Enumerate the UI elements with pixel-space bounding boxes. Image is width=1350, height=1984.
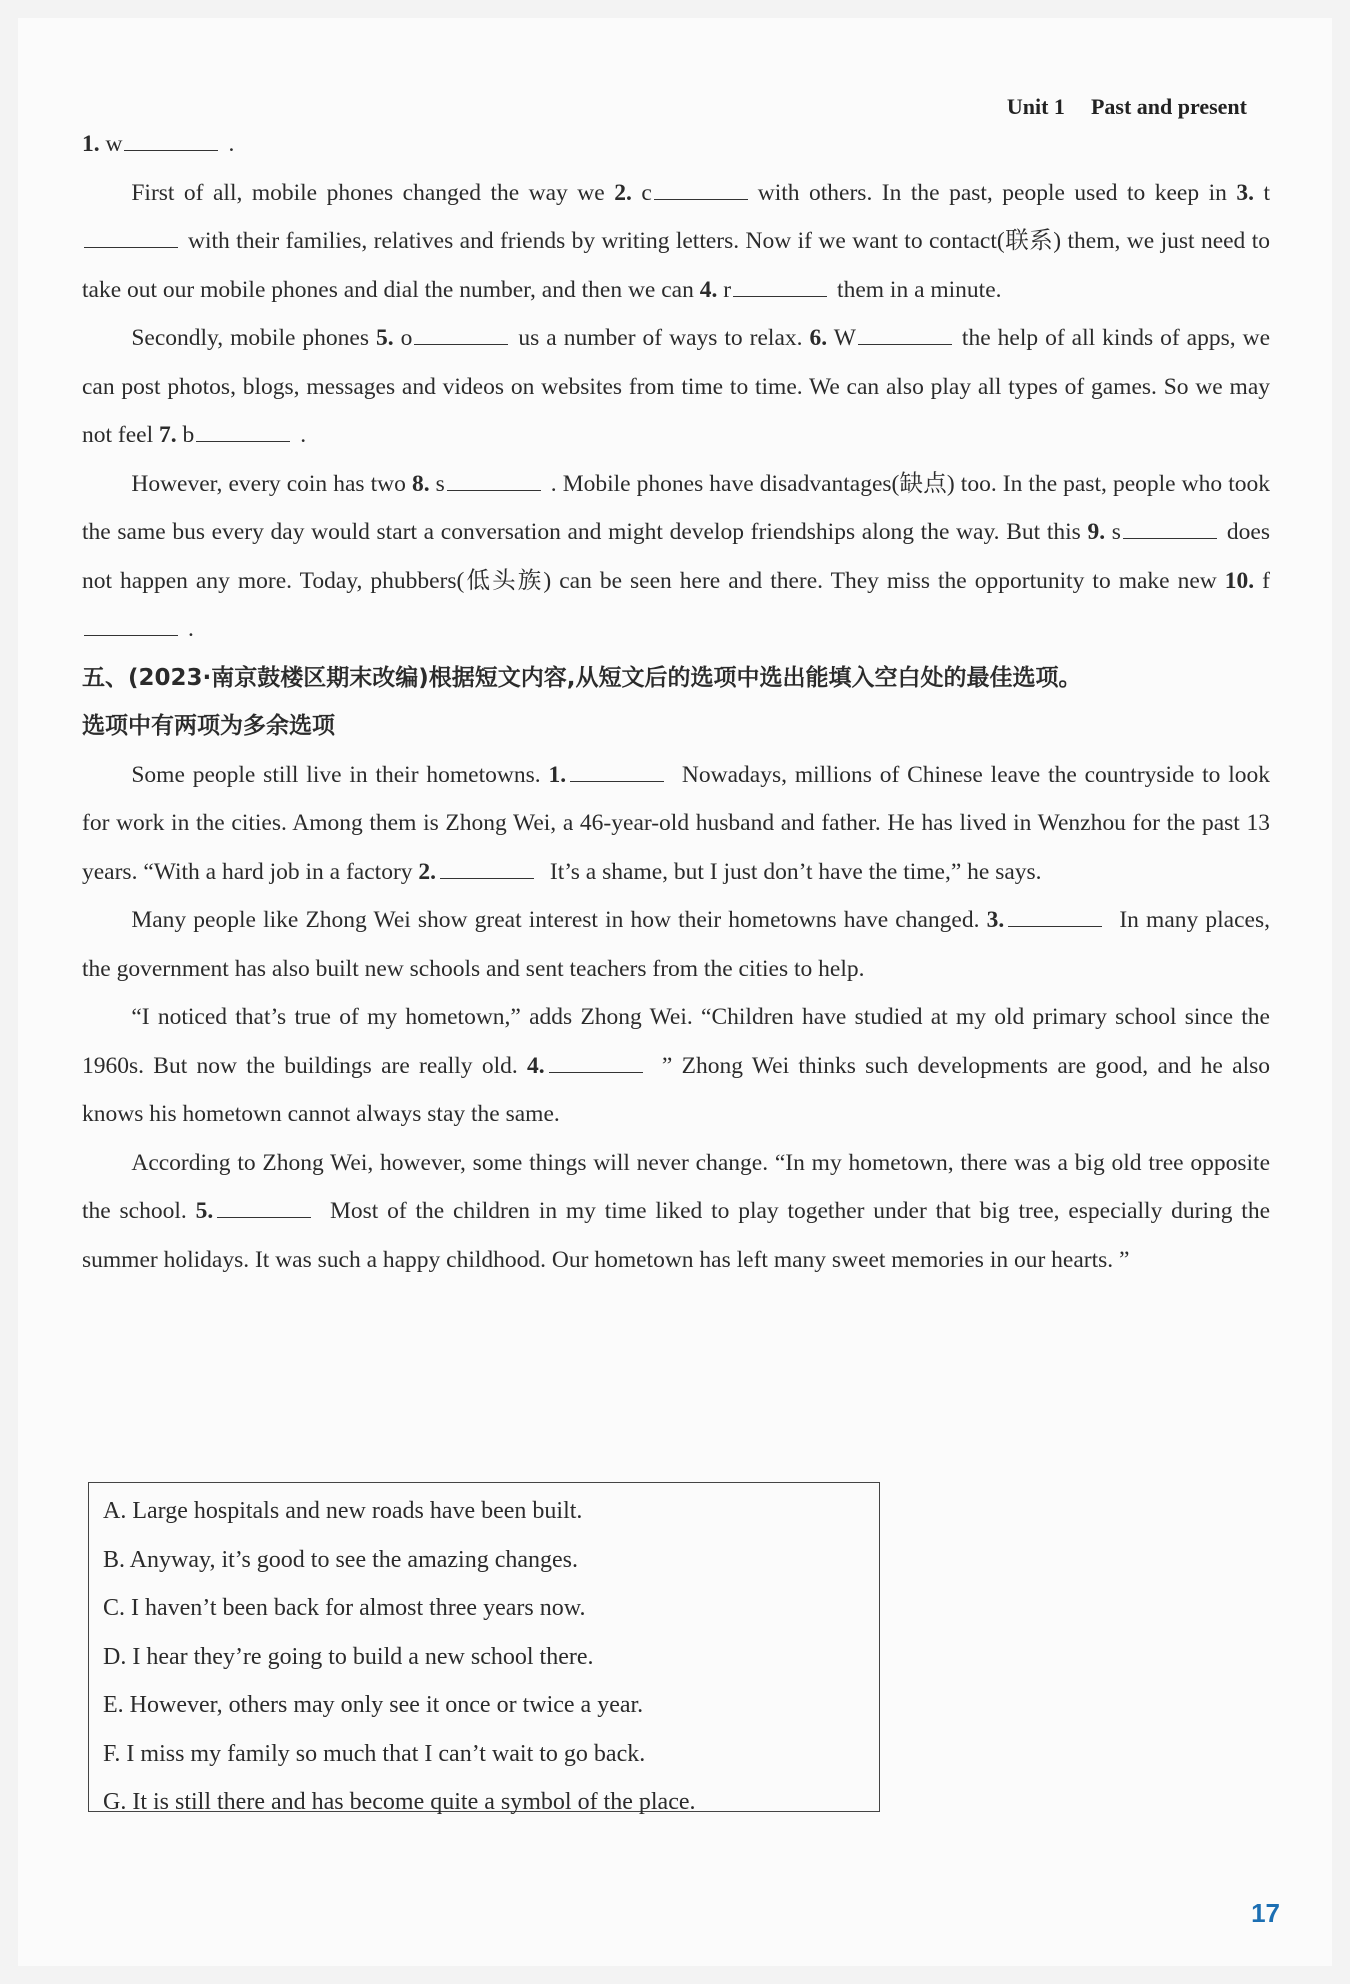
passage1-paragraph-2	[82, 314, 1270, 460]
blank-number: 3.	[986, 907, 1005, 933]
passage1-paragraph-3	[82, 460, 1270, 654]
answer-blank[interactable]	[549, 1052, 643, 1073]
unit-title: Past and present	[1090, 94, 1247, 119]
passage2-paragraph-1	[82, 751, 1270, 897]
blank-letter: w	[105, 131, 123, 157]
page-header	[1007, 94, 1247, 120]
text-segment: us a number of ways to relax.	[518, 325, 810, 351]
section-heading-line: 五、(2023·南京鼓楼区期末改编)根据短文内容,从短文后的选项中选出能填入空白处的最佳选项。	[82, 664, 1082, 691]
text-segment: First of all, mobile phones changed the way we	[131, 179, 615, 206]
blank-number: 3.	[1236, 179, 1254, 206]
blank-number: 1.	[82, 131, 100, 157]
blank-number: 2.	[614, 179, 632, 206]
text-segment: .	[300, 422, 307, 448]
options-box	[88, 1482, 880, 1815]
option-a: A. Large hospitals and new roads have been built.	[103, 1498, 583, 1524]
answer-blank[interactable]	[570, 761, 664, 782]
answer-blank[interactable]	[84, 227, 178, 248]
blank-number: 5.	[195, 1198, 214, 1224]
page-number: 17	[1251, 1898, 1280, 1928]
blank-letter: b	[182, 422, 195, 448]
text-segment: Some people still live in their hometowns.	[131, 761, 549, 788]
text-segment: does not happen any more. Today, phubbers(低头族) can be seen here and there. They miss the opportunity to make new	[82, 519, 1270, 594]
blank-letter: f	[1262, 567, 1270, 594]
section-heading-line: 选项中有两项为多余选项	[82, 713, 335, 739]
answer-blank[interactable]	[440, 858, 534, 879]
answer-blank[interactable]	[124, 130, 218, 151]
text-segment: According to Zhong Wei, however, some things will never change. “In my hometown, there was a big old tree opposite the school.	[82, 1149, 1270, 1224]
answer-blank[interactable]	[217, 1197, 311, 1218]
blank-number: 6.	[809, 325, 828, 351]
option-b: B. Anyway, it’s good to see the amazing changes.	[103, 1546, 579, 1573]
option-f: F. I miss my family so much that I can’t wait to go back.	[103, 1740, 646, 1767]
blank-number: 4.	[699, 276, 718, 303]
answer-blank[interactable]	[414, 324, 508, 345]
unit-label: Unit 1	[1006, 94, 1065, 119]
option-c: C. I haven’t been back for almost three years now.	[103, 1595, 586, 1621]
passage1-line1: 1. w .	[82, 131, 235, 157]
text-segment: However, every coin has two	[131, 470, 412, 497]
text-segment: with others. In the past, people used to keep in	[757, 179, 1237, 206]
blank-number: 8.	[411, 470, 430, 497]
blank-letter: o	[400, 325, 413, 351]
answer-blank[interactable]	[196, 421, 290, 442]
text-segment: with their families, relatives and friends by writing letters. Now if we want to contact(联系) them, we just need to take out our mobile phones and dial the number, and then we can	[82, 228, 1270, 303]
answer-blank[interactable]	[1123, 518, 1217, 539]
answer-blank[interactable]	[447, 470, 541, 491]
blank-letter: c	[641, 179, 652, 206]
blank-number: 9.	[1087, 519, 1106, 545]
text-segment: the help of all kinds of apps, we can post photos, blogs, messages and videos on websites from time to time. We can also play all types of games. So we may not feel	[82, 325, 1271, 448]
text-segment: Many people like Zhong Wei show great interest in how their hometowns have changed.	[131, 907, 987, 933]
text-segment: It’s a shame, but I just don’t have the time,” he says.	[544, 858, 1042, 885]
answer-blank[interactable]	[1008, 906, 1102, 927]
text-segment: ” Zhong Wei thinks such developments are good, and he also knows his hometown cannot always stay the same.	[82, 1052, 1270, 1127]
option-d: D. I hear they’re going to build a new school there.	[103, 1643, 594, 1670]
text-segment: Secondly, mobile phones	[131, 325, 377, 351]
blank-letter: r	[723, 276, 732, 303]
answer-blank[interactable]	[733, 276, 827, 297]
blank-number: 1.	[548, 761, 567, 788]
answer-blank[interactable]	[858, 324, 952, 345]
section-5-heading	[82, 654, 1270, 751]
blank-letter: s	[1111, 519, 1121, 545]
passage2-paragraph-3	[82, 993, 1270, 1139]
blank-letter: s	[435, 470, 445, 497]
blank-number: 5.	[376, 325, 394, 351]
blank-letter: t	[1263, 179, 1271, 206]
text-segment: them in a minute.	[837, 276, 1002, 303]
text-segment: Nowadays, millions of Chinese leave the countryside to look for work in the cities. Among them is Zhong Wei, a 46-year-old husband and father. He has lived in Wenzhou for the past 13 years. “With a hard job in a factory	[82, 761, 1270, 885]
text-segment: .	[188, 616, 194, 642]
text-segment: Most of the children in my time liked to play together under that big tree, especially during the summer holidays. It was such a happy childhood. Our hometown has left many sweet memories in our hearts. ”	[82, 1198, 1270, 1273]
passage1-paragraph-1	[82, 169, 1270, 315]
blank-number: 2.	[418, 858, 437, 885]
blank-number: 4.	[527, 1052, 545, 1079]
option-g: G. It is still there and has become quite a symbol of the place.	[103, 1789, 696, 1815]
answer-blank[interactable]	[84, 615, 178, 636]
passage2-paragraph-2	[82, 896, 1270, 993]
blank-letter: W	[833, 325, 856, 351]
passage2-paragraph-4	[82, 1139, 1270, 1285]
blank-number: 7.	[159, 422, 177, 448]
text-segment: In many places, the government has also built new schools and sent teachers from the cities to help.	[82, 907, 1270, 982]
text-segment: . Mobile phones have disadvantages(缺点) too. In the past, people who took the same bus every day would start a conversation and might develop friendships along the way. But this	[82, 470, 1270, 545]
exercise-content	[82, 120, 1270, 1284]
blank-number: 10.	[1224, 567, 1255, 594]
answer-blank[interactable]	[654, 179, 748, 200]
text-segment: “I noticed that’s true of my hometown,” adds Zhong Wei. “Children have studied at my old primary school since the 1960s. But now the buildings are really old.	[82, 1004, 1270, 1079]
option-e: E. However, others may only see it once or twice a year.	[103, 1692, 644, 1718]
